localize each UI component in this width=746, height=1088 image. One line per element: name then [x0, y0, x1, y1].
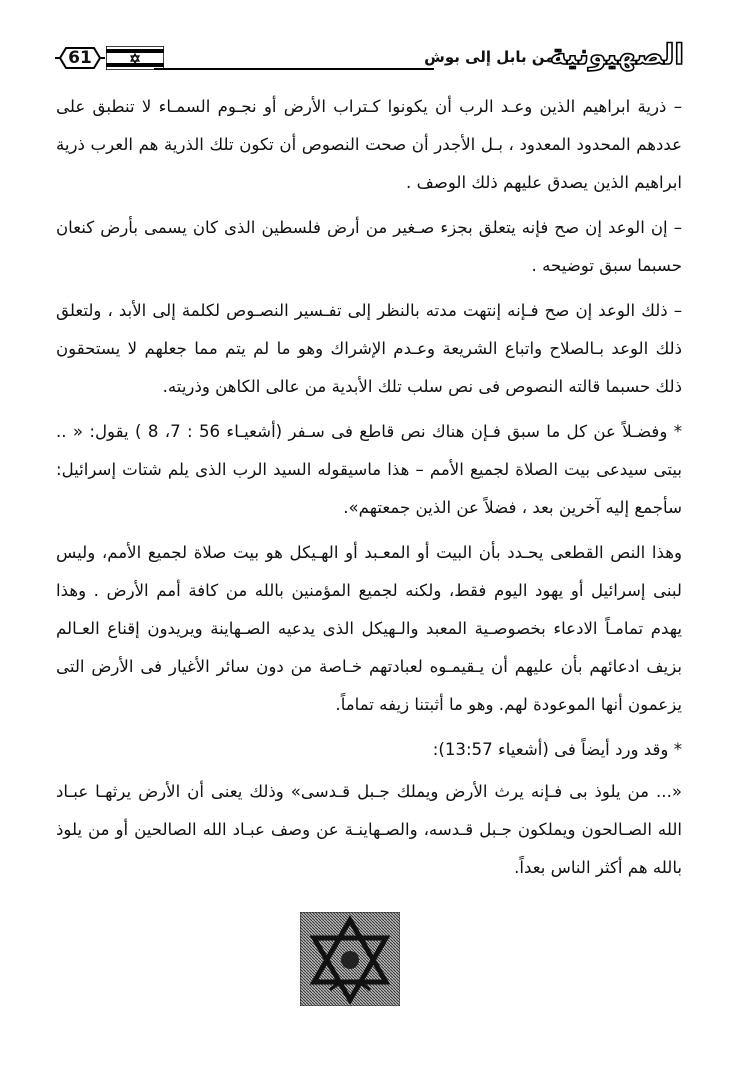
paragraph-1: – ذرية ابراهيم الذين وعـد الرب أن يكونوا كـتراب الأرض أو نجـوم السمـاء لا تنطبق على عددهم المحدود المعدود ، بـل الأجدر أن صحت النصوص أن تكون تلك الذرية هم العرب ذرية ابراهيم الذين يصدق عليهم ذلك الوصف .: [56, 97, 682, 192]
page-body: [56, 88, 682, 894]
paragraph-7-quote-isaiah-57: «... من يلوذ بى فـإنه يرث الأرض ويملك جـبل قـدسى» وذلك يعنى أن الأرض يرثهـا عبـاد الله الصـالحون ويملكون جـبل قـدسه، والصـهاينـة عن وصف عبـاد الله الصالحين أو من يلوذ بالله هم أكثر الناس بعداً.: [56, 782, 682, 877]
book-title: الصهيونية: [549, 38, 684, 71]
header-rule: [154, 68, 434, 70]
paragraph-3: – ذلك الوعد إن صح فـإنه إنتهت مدته بالنظر إلى تفـسير النصـوص لكلمة إلى الأبد ، ولتعلق ذلك الوعد بـالصلاح واتباع الشريعة وعـدم الإشراك وهو ما لم يتم مما جعلهم لا يستحقون ذلك حسبما قالته النصوص فى نص سلب تلك الأبدية من عالى الكاهن وذريته.: [56, 301, 682, 396]
page-number-badge: [54, 44, 106, 72]
page-header: [54, 38, 684, 76]
paragraph-2: – إن الوعد إن صح فإنه يتعلق بجزء صـغير من أرض فلسطين الذى كان يسمى بأرض كنعان حسبما سبق توضيحه .: [56, 218, 682, 275]
book-subtitle: ..من بابل إلى بوش: [424, 48, 566, 66]
paragraph-6-isaiah-57-intro: * وقد ورد أيضاً فى (أشعياء 13:57):: [432, 740, 682, 759]
page-number: 61: [68, 48, 92, 68]
paragraph-4-quote-isaiah-56: * وفضـلاً عن كل ما سبق فـإن هناك نص قاطع فى سـفر (أشعيـاء 56 : 7، 8 ) يقول: « .. بيتى سيدعى بيت الصلاة لجميع الأمم – هذا ماسيقوله السيد الرب الذى يلم شتات إسرائيل: سأجمع إليه آخرين بعد ، فضلاً عن الذين جمعتهم».: [56, 422, 683, 517]
star-of-david-emblem-icon: [300, 912, 400, 1006]
paragraph-5: وهذا النص القطعى يحـدد بأن البيت أو المعـبد أو الهـيكل هو بيت صلاة لجميع الأمم، وليس لبنى إسرائيل أو يهود اليوم فقط، ولكنه لجميع المؤمنين بالله من كافة أمم الأرض . وهذا يهدم تمامـاً الادعاء بخصوصـية المعبد والـهيكل الذى يدعيه الصـهاينة ويريدون إقناع العـالم بزيف ادعائهم بأن عليهم أن يـقيمـوه لعبادتهم خـاصة من دون سائر الأغيار فى الأرض التى يزعمون أنها الموعودة لهم. وهو ما أثبتنا زيفه تماماً.: [56, 543, 682, 714]
israel-flag-icon: [106, 46, 164, 70]
